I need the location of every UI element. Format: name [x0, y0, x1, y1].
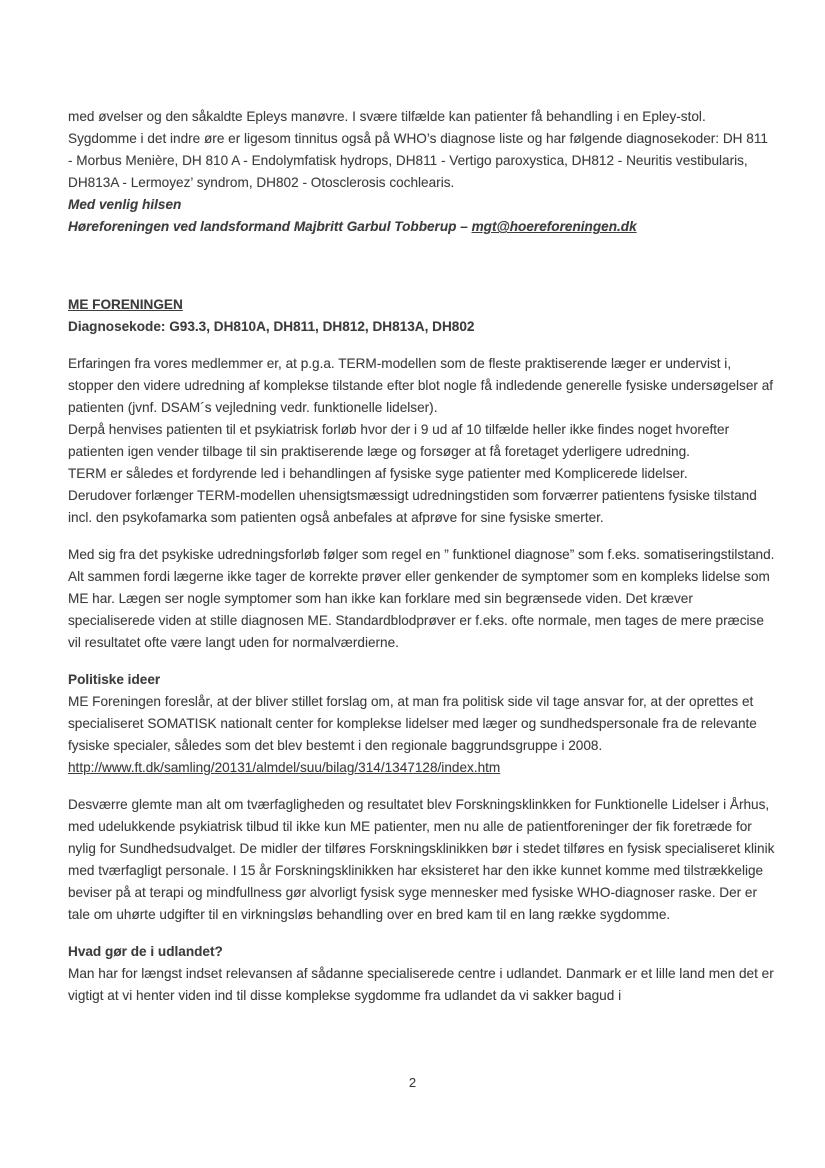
closing-paragraph: med øvelser og den såkaldte Epleys manøvre. I svære tilfælde kan patienter få behandling i en Epley-stol. Sygdomme i det indre øre er ligesom tinnitus også på WHO’s diagnose liste og har følgende diagnosekoder: DH 811 - Morbus Menière, DH 810 A - Endolymfatisk hydrops, DH811 - Vertigo paroxystica, DH812 - Neuritis vestibularis, DH813A - Lermoyez’ syndrom, DH802 - Otosclerosis cochlearis.: [68, 109, 768, 190]
term-model-line-3: TERM er således et fordyrende led i behandlingen af fysiske syge patienter med Komplicerede lidelser.: [68, 466, 688, 481]
valediction-line: Med venlig hilsen: [68, 197, 182, 212]
signature-name-text: Høreforeningen ved landsformand Majbritt Garbul Tobberup –: [68, 219, 472, 234]
funding-paragraph: Desværre glemte man alt om tværfagligheden og resultatet blev Forskningsklinkken for Funktionelle Lidelser i Århus, med udelukkende psykiatrisk tilbud til ikke kun ME patienter, men nu alle de patientforeninger der fik foretræde for nylig for Sundhedsudvalget. De midler der tilføres Forskningsklinikken bør i stedet tilføres en fysisk specialiseret klinik med tværfagligt personale. I 15 år Forskningsklinikken har eksisteret har den ikke kunnet komme med tilstrækkelige beviser på at terapi og mindfullness gør alvorligt fysisk syge mennesker med fysiske WHO-diagnoser raske. Der er tale om uhørte udgifter til en virkningsløs behandling over en bred kam til en lang række sygdomme.: [68, 797, 775, 922]
political-ideas-heading: Politiske ideer: [68, 672, 161, 687]
term-model-line-2: Derpå henvises patienten til et psykiatrisk forløb hvor der i 9 ud af 10 tilfælde heller ikke findes noget hvorefter patienten igen vender tilbage til sin praktiserende læge og forsøger at få foretaget yderligere udredning.: [68, 422, 730, 459]
functional-diagnosis-paragraph: Med sig fra det psykiske udredningsforløb følger som regel en ” funktionel diagnose” som f.eks. somatiseringstilstand. Alt sammen fordi lægerne ikke tager de korrekte prøver eller genkender de symptomer som en kompleks lidelse som ME har. Lægen ser nogle symptomer som han ikke kan forklare med sin begrænsede viden. Det kræver specialiserede viden at stille diagnosen ME. Standardblodprøver er f.eks. ofte normale, men tages de mere præcise vil resultatet ofte være langt uden for normalværdierne.: [68, 547, 775, 650]
document-content: [68, 106, 776, 1007]
abroad-heading: Hvad gør de i udlandet?: [68, 944, 223, 959]
political-proposal-paragraph: [68, 691, 776, 779]
diagnosis-codes-line: Diagnosekode: G93.3, DH810A, DH811, DH812, DH813A, DH802: [68, 319, 475, 334]
term-model-line-4: Derudover forlænger TERM-modellen uhensigtsmæssigt udredningstiden som forværrer patientens fysiske tilstand incl. den psykofamarka som patienten også anbefales at afprøve for sine fysiske smerter.: [68, 488, 757, 525]
signature-line: [68, 216, 776, 238]
me-foreningen-title: ME FORENINGEN: [68, 297, 183, 312]
signature-email-link[interactable]: mgt@hoereforeningen.dk: [471, 219, 637, 234]
page-number: 2: [408, 1075, 417, 1090]
term-model-line-1: Erfaringen fra vores medlemmer er, at p.g.a. TERM-modellen som de fleste praktiserende læger er undervist i, stopper den videre udredning af komplekse tilstande efter blot nogle få indledende generelle fysiske undersøgelser af patienten (jvnf. DSAM´s vejledning vedr. funktionelle lidelser).: [68, 356, 774, 415]
term-model-paragraph: [68, 353, 776, 529]
abroad-paragraph: Man har for længst indset relevansen af sådanne specialiserede centre i udlandet. Danmark er et lille land men det er vigtigt at vi henter viden ind til disse komplekse sygdomme fra udlandet da vi sakker bagud i: [68, 966, 774, 1003]
ft-dk-link[interactable]: http://www.ft.dk/samling/20131/almdel/suu/bilag/314/1347128/index.htm: [68, 760, 501, 775]
political-proposal-text: ME Foreningen foreslår, at der bliver stillet forslag om, at man fra politisk side vil tage ansvar for, at der oprettes et specialiseret SOMATISK nationalt center for komplekse lidelser med læger og sundhedspersonale fra de relevante fysiske specialer, således som det blev bestemt i den regionale baggrundsgruppe i 2008.: [68, 694, 757, 753]
